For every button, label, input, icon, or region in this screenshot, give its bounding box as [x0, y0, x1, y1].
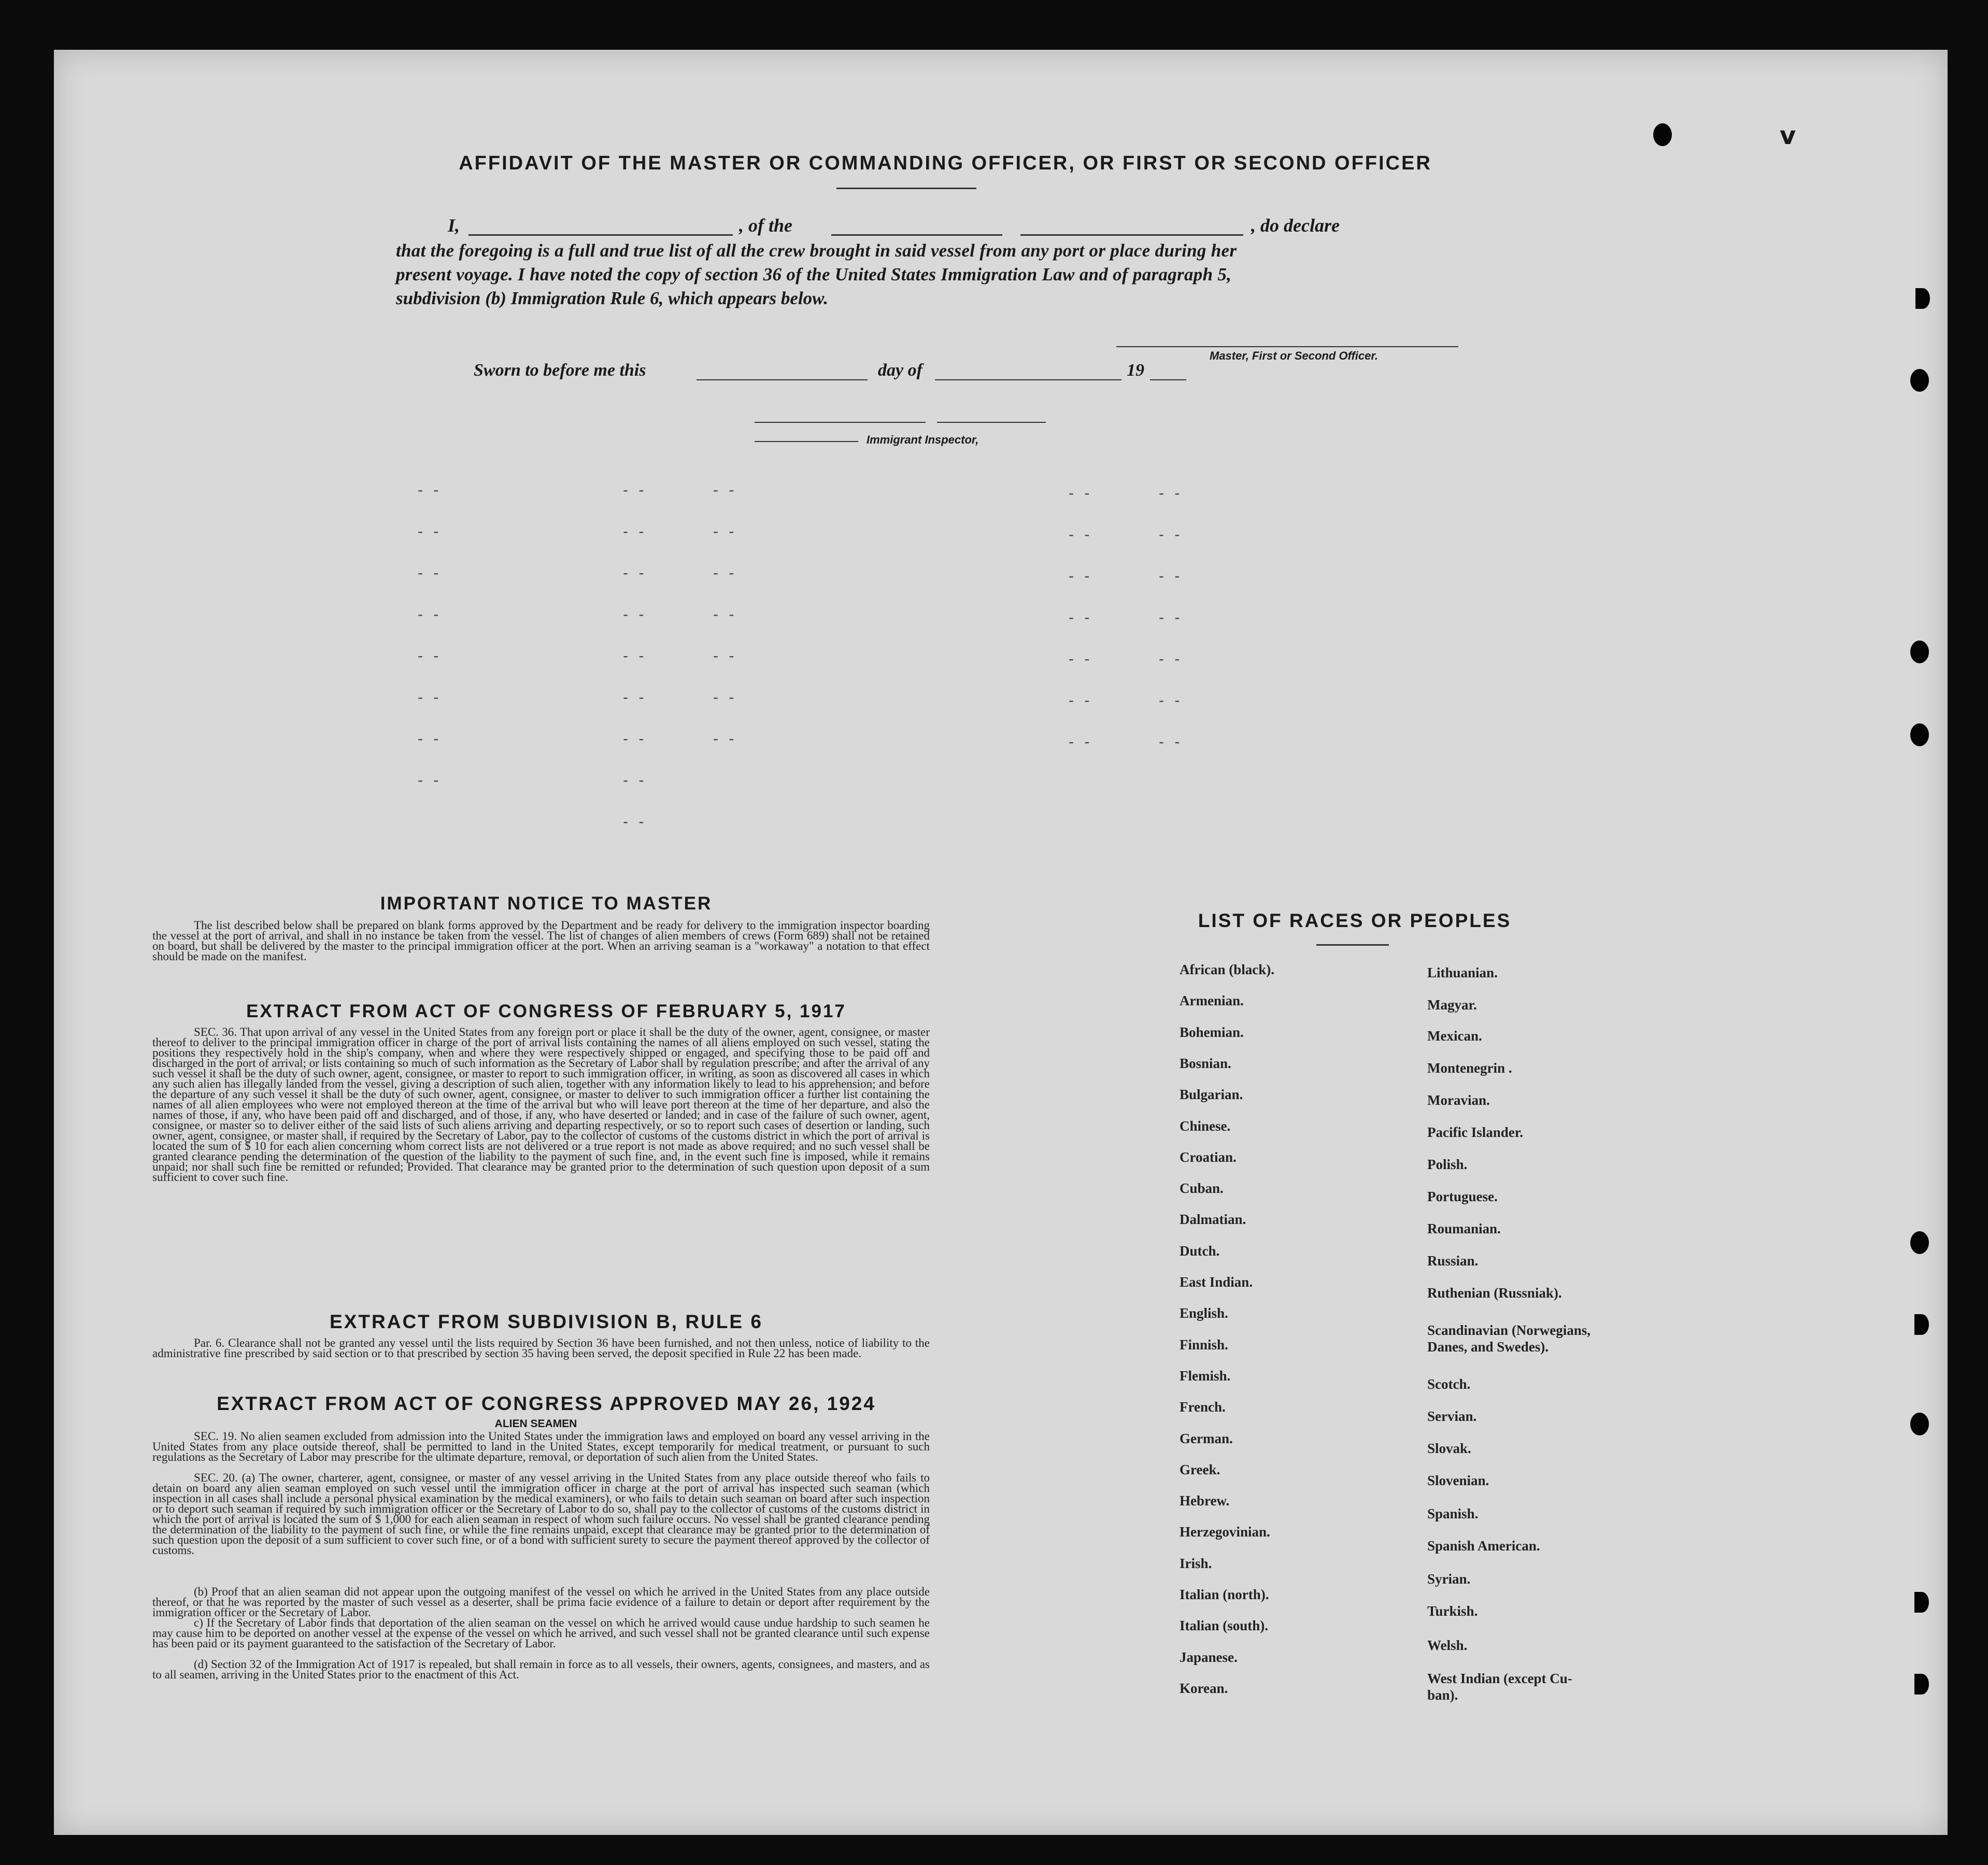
race-right-22: West Indian (except Cu- [1427, 1671, 1572, 1686]
race-right-14: Servian. [1427, 1408, 1477, 1424]
binder-hole [1653, 123, 1672, 146]
race-left-9: Dutch. [1180, 1243, 1220, 1259]
race-right-15: Slovak. [1427, 1441, 1471, 1456]
race-left-15: German. [1180, 1430, 1233, 1446]
race-right-8: Roumanian. [1427, 1221, 1501, 1236]
sworn-line [474, 361, 1251, 387]
master-signature-line[interactable] [1116, 346, 1458, 347]
race-left-12: Finnish. [1180, 1336, 1228, 1353]
year-prefix: 19 [1127, 361, 1144, 380]
vessel-blank-2[interactable] [1020, 234, 1243, 236]
column-dashes: - - - - - - - - - - - - - - - - - - [623, 481, 647, 830]
race-left-1: Armenian. [1180, 993, 1244, 1009]
races-title: LIST OF RACES OR PEOPLES [1198, 910, 1512, 931]
race-right-4: Moravian. [1427, 1092, 1490, 1108]
race-right-21: Welsh. [1427, 1638, 1468, 1653]
binder-hole [1910, 1231, 1929, 1254]
notice-title: IMPORTANT NOTICE TO MASTER [380, 893, 713, 914]
race-right-6: Polish. [1427, 1157, 1468, 1172]
race-right-5: Pacific Islander. [1427, 1124, 1523, 1140]
race-right-13: Scotch. [1427, 1376, 1471, 1392]
race-right-23: ban). [1427, 1687, 1458, 1703]
affidavit-declare-label: , do declare [1251, 215, 1340, 236]
binder-hole [1910, 640, 1929, 663]
inspector-line-3[interactable] [755, 441, 858, 442]
race-right-19: Syrian. [1427, 1571, 1471, 1587]
race-left-16: Greek. [1180, 1461, 1220, 1477]
race-right-17: Spanish. [1427, 1506, 1479, 1521]
notice-text: The list described below shall be prepared on blank forms approved by the Department and be ready for delivery to the immigration inspector boarding the vessel at the port of arrival, and shall in no instance be taken from the vessel. The list of changes of alien members of crews (Form 689) shall not be retained on board, but shall be delivered by the master to the principal immigration officer at the port. When an arriving seaman is a "workaway" a notation to that effect should be made on the manifest. [152, 919, 930, 963]
race-right-9: Russian. [1427, 1253, 1479, 1269]
affidavit-title: AFFIDAVIT OF THE MASTER OR COMMANDING OFFICER, OR FIRST OR SECOND OFFICER [459, 152, 1432, 174]
affidavit-line-3: present voyage. I have noted the copy of section 36 of the United States Immigration Law and of paragraph 5, [396, 264, 1232, 284]
sworn-month-blank[interactable] [935, 379, 1121, 380]
affidavit-i-label: I, [448, 215, 460, 236]
affidavit-line-4: subdivision (b) Immigration Rule 6, which appears below. [396, 288, 828, 308]
affidavit-of-the-label: , of the [739, 215, 792, 236]
binder-hole [1915, 288, 1930, 309]
race-right-10: Ruthenian (Russniak). [1427, 1285, 1562, 1301]
binder-hole [1910, 723, 1929, 746]
extract-1924-title: EXTRACT FROM ACT OF CONGRESS APPROVED MAY 26, 1924 [217, 1393, 876, 1414]
races-title-underline [1316, 944, 1389, 946]
race-left-7: Cuban. [1180, 1180, 1224, 1197]
race-left-13: Flemish. [1180, 1368, 1231, 1384]
binder-hole [1914, 1592, 1929, 1613]
race-left-3: Bosnian. [1180, 1055, 1231, 1071]
race-left-21: Italian (south). [1180, 1618, 1269, 1634]
column-dashes: - - - - - - - - - - - - - - [1159, 485, 1183, 750]
race-right-2: Mexican. [1427, 1028, 1482, 1044]
race-right-3: Montenegrin . [1427, 1060, 1512, 1076]
extract-1924-subtitle: ALIEN SEAMEN [494, 1418, 577, 1430]
sworn-day-blank[interactable] [697, 379, 868, 380]
extract-1924-sec20a: SEC. 20. (a) The owner, charterer, agent, consignee, or master of any vessel arriving in the United States from any place outside thereof who fails to detain on board any alien seaman employed on such vessel until the immigration officer in charge at the port of arrival has inspected such seaman (which inspection in all cases shall include a personal physical examination by the medical examiners), or who fails to detain such seaman on board after such inspection or to deport such seaman if required by such immigration officer or the Secretary of Labor to do so, shall pay to the collector of customs of the customs district in which the port of arrival is located the sum of $ 1,000 for each alien seaman in respect of whom such failure occurs. No vessel shall be granted clearance pending the determination of the liability to the payment of such fine, or while the fine remains unpaid, except that clearance may be granted prior to the determination of such question upon the deposit of a sum sufficient to cover such fine, or of a bond with sufficient surety to secure the payment thereof approved by the collector of customs. [152, 1471, 930, 1557]
check-mark-icon: v [1780, 121, 1796, 150]
day-of-label: day of [878, 361, 922, 380]
race-left-11: English. [1180, 1305, 1228, 1321]
extract-1924-sec20c: c) If the Secretary of Labor finds that deportation of the alien seaman on the vessel on which he arrived would cause undue hardship to such seamen he may cause him to be deported on another vessel at the expense of the vessel on which he arrived, and such vessel shall not be granted clearance until such expense has been paid or its payment guaranteed to the satisfaction of the Secretary of Labor. [152, 1616, 930, 1650]
race-right-0: Lithuanian. [1427, 965, 1498, 980]
race-right-16: Slovenian. [1427, 1473, 1489, 1488]
affidavit-title-underline [836, 188, 976, 189]
sworn-year-blank[interactable] [1150, 379, 1186, 380]
race-right-7: Portuguese. [1427, 1189, 1498, 1204]
race-left-8: Dalmatian. [1180, 1212, 1246, 1228]
affidavit-line-1 [396, 215, 1461, 240]
vessel-blank-1[interactable] [831, 234, 1002, 236]
race-left-10: East Indian. [1180, 1274, 1253, 1290]
sworn-label: Sworn to before me this [474, 361, 646, 380]
name-blank[interactable] [468, 234, 733, 236]
column-dashes: - - - - - - - - - - - - - - [1069, 485, 1093, 750]
inspector-line-1[interactable] [755, 422, 926, 423]
extract-1924-sec20d: (d) Section 32 of the Immigration Act of 1917 is repealed, but shall remain in force as to all vessels, their owners, agents, consignees, and masters, and as to all seamen, arriving in the United States prior to the enactment of this Act. [152, 1658, 930, 1681]
extract-1924-sec20b: (b) Proof that an alien seaman did not appear upon the outgoing manifest of the vessel on which he arrived in the United States from any place outside thereof, or that he was reported by the master of such vessel as a deserter, shall be prima facie evidence of a failure to detain or deport after requirement by the immigration officer or the Secretary of Labor. [152, 1585, 930, 1619]
binder-hole [1914, 1674, 1929, 1695]
binder-hole [1914, 1314, 1929, 1335]
master-signature-label: Master, First or Second Officer. [1210, 349, 1378, 362]
race-left-17: Hebrew. [1180, 1493, 1230, 1509]
binder-hole [1910, 369, 1929, 392]
race-right-20: Turkish. [1427, 1603, 1478, 1619]
race-right-18: Spanish American. [1427, 1538, 1540, 1554]
column-dashes: - - - - - - - - - - - - - - - - [418, 481, 442, 789]
extract-1917-title: EXTRACT FROM ACT OF CONGRESS OF FEBRUARY 5, 1917 [246, 1001, 846, 1021]
race-left-2: Bohemian. [1180, 1024, 1244, 1040]
race-left-20: Italian (north). [1180, 1587, 1269, 1602]
extract-1924-sec19: SEC. 19. No alien seamen excluded from admission into the United States under the immigration laws and employed on board any vessel arriving in the United States from any place outside thereof, shall be permitted to land in the United States, except temporarily for medical treatment, or pursuant to such regulations as the Secretary of Labor may prescribe for the ultimate departure, removal, or deportation of such alien from the United States. [152, 1430, 930, 1463]
affidavit-line-2: that the foregoing is a full and true list of all the crew brought in said vessel from any port or place during her [396, 240, 1237, 261]
extract-1917-text: SEC. 36. That upon arrival of any vessel in the United States from any foreign port or place it shall be the duty of the owner, agent, consignee, or master thereof to deliver to the principal immigration officer in charge of the port of arrival lists containing the names of all aliens employed on such vessel, stating the positions they respectively hold in the ship's company, when and where they were respectively shipped or engaged, and specifying those to be paid off and discharged in the port of arrival; or lists containing so much of such information as the Secretary of Labor shall by regulation prescribe; and after the arrival of any such vessel it shall be the duty of such owner, agent, consignee, or master to report to such immigration officer, in writing, as soon as discovered all cases in which any such alien has illegally landed from the vessel, giving a description of such alien, together with any information likely to lead to his apprehension; and before the departure of any such vessel it shall be the duty of such owner, agent, consignee, or master to deliver to such immigration officer a further list containing the names of all alien employees who were not employed thereon at the time of the arrival but who will leave port thereon at the time of her departure, and also the names of those, if any, who have been paid off and discharged, and of those, if any, who have deserted or landed; and in case of the failure of such owner, agent, consignee, or master so to deliver either of the said lists of such aliens arriving and departing respectively, or so to report such cases of desertion or landing, such owner, agent, consignee, or master shall, if required by the Secretary of Labor, pay to the collector of customs of the customs district in which the port of arrival is located the sum of $ 10 for each alien concerning whom correct lists are not delivered or a true report is not made as above required; and no such vessel shall be granted clearance pending the determination of the question of the liability to the payment of such fine, and, in the event such fine is imposed, while it remains unpaid; nor shall such fine be remitted or refunded; Provided. That clearance may be granted prior to the determination of such question upon deposit of a sum sufficient to cover such fine. [152, 1026, 930, 1184]
race-left-0: African (black). [1180, 962, 1274, 977]
race-left-22: Japanese. [1180, 1649, 1238, 1665]
race-right-11: Scandinavian (Norwegians, [1427, 1322, 1591, 1338]
race-left-4: Bulgarian. [1180, 1087, 1243, 1103]
race-left-18: Herzegovinian. [1180, 1524, 1270, 1540]
inspector-label: Immigrant Inspector, [867, 433, 979, 446]
binder-hole [1910, 1413, 1929, 1435]
race-left-19: Irish. [1180, 1555, 1212, 1571]
inspector-line-2[interactable] [937, 422, 1046, 423]
column-dashes: - - - - - - - - - - - - - - [713, 481, 737, 747]
extract-rule6-title: EXTRACT FROM SUBDIVISION B, RULE 6 [330, 1311, 763, 1332]
race-left-14: French. [1180, 1399, 1226, 1415]
form-page [54, 50, 1948, 1835]
race-right-12: Danes, and Swedes). [1427, 1339, 1549, 1355]
extract-rule6-text: Par. 6. Clearance shall not be granted any vessel until the lists required by Section 36 have been furnished, and not then unless, notice of liability to the administrative fine prescribed by said section or to that prescribed by section 35 having been served, the deposit specified in Rule 22 has been made. [152, 1336, 930, 1360]
race-right-1: Magyar. [1427, 997, 1477, 1013]
race-left-6: Croatian. [1180, 1149, 1237, 1165]
race-left-23: Korean. [1180, 1680, 1228, 1696]
race-left-5: Chinese. [1180, 1118, 1231, 1134]
